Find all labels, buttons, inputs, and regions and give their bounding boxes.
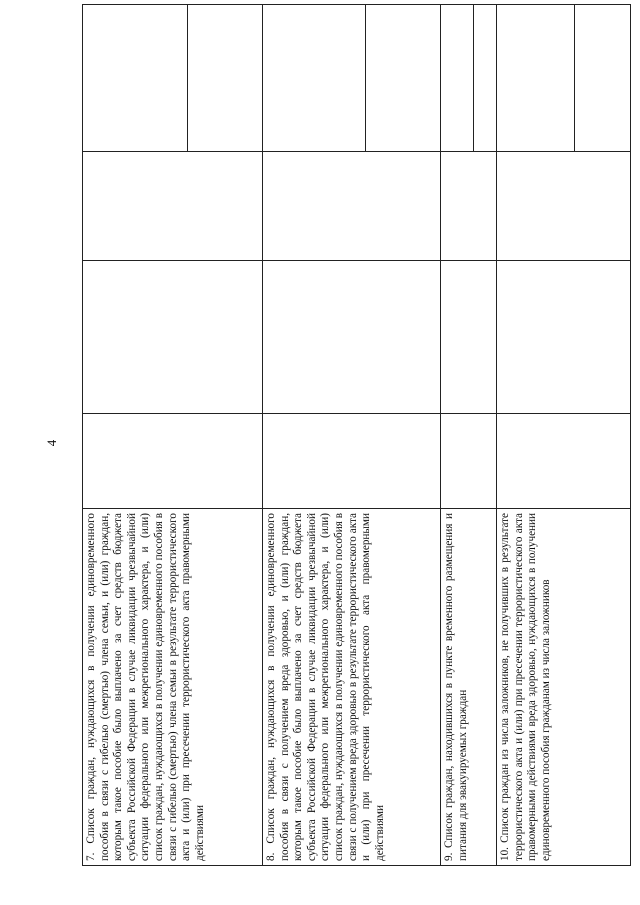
cell-divider <box>365 5 366 151</box>
split-cell <box>499 9 628 147</box>
empty-cell <box>263 414 441 509</box>
table-row <box>441 5 497 866</box>
table-row <box>83 5 263 866</box>
empty-cell <box>497 5 631 152</box>
empty-cell <box>263 5 441 152</box>
document-sheet <box>82 50 630 866</box>
split-cell <box>265 9 438 147</box>
empty-cell <box>497 261 631 414</box>
empty-cell <box>441 414 497 509</box>
empty-cell <box>263 261 441 414</box>
empty-cell <box>83 5 263 152</box>
empty-cell <box>441 5 497 152</box>
row-label: 8. Список граждан, нуждающихся в получении единовременного пособия в связи с получением вреда здоровью, и (или) граждан, которым такое пособие было выплачено за счет средств бюджета субъекта Российской Федерации в случае ликвидации чрезвычайной ситуации федерального или межрегионального характера, и (или) список граждан, нуждающихся в получении единовременного пособия в связи с получением вреда здоровью в результате террористического акта и (или) при пресечении террористического акта правомерными действиями <box>263 509 441 866</box>
cell-divider <box>187 5 188 151</box>
table-row <box>497 5 631 866</box>
row-label: 9. Список граждан, находившихся в пункте временного размещения и питания для эвакуируемых граждан <box>441 509 497 866</box>
empty-cell <box>441 152 497 261</box>
empty-cell <box>263 152 441 261</box>
lists-table <box>82 4 631 866</box>
row-label: 10. Список граждан из числа заложников, не получивших в результате террористического акта и (или) при пресечении террористического акта правомерными действиями вреда здоровью, нуждающихся в получении единовременного пособия гражданам из числа заложников <box>497 509 631 866</box>
empty-cell <box>83 414 263 509</box>
empty-cell <box>83 152 263 261</box>
split-cell <box>443 9 494 147</box>
empty-cell <box>497 152 631 261</box>
empty-cell <box>497 414 631 509</box>
split-cell <box>85 9 260 147</box>
empty-cell <box>441 261 497 414</box>
table-row <box>263 5 441 866</box>
cell-divider <box>473 5 474 151</box>
cell-divider <box>574 5 575 151</box>
empty-cell <box>83 261 263 414</box>
page-number: 4 <box>44 439 59 447</box>
row-label: 7. Список граждан, нуждающихся в получении единовременного пособия в связи с гибелью (смертью) члена семьи, и (или) граждан, которым такое пособие было выплачено за счет средств бюджета субъекта Российской Федерации в случае ликвидации чрезвычайной ситуации федерального или межрегионального характера, и (или) список граждан, нуждающихся в получении единовременного пособия в связи с гибелью (смертью) члена семьи в результате террористического акта и (или) при пресечении террористического акта правомерными действиями <box>83 509 263 866</box>
